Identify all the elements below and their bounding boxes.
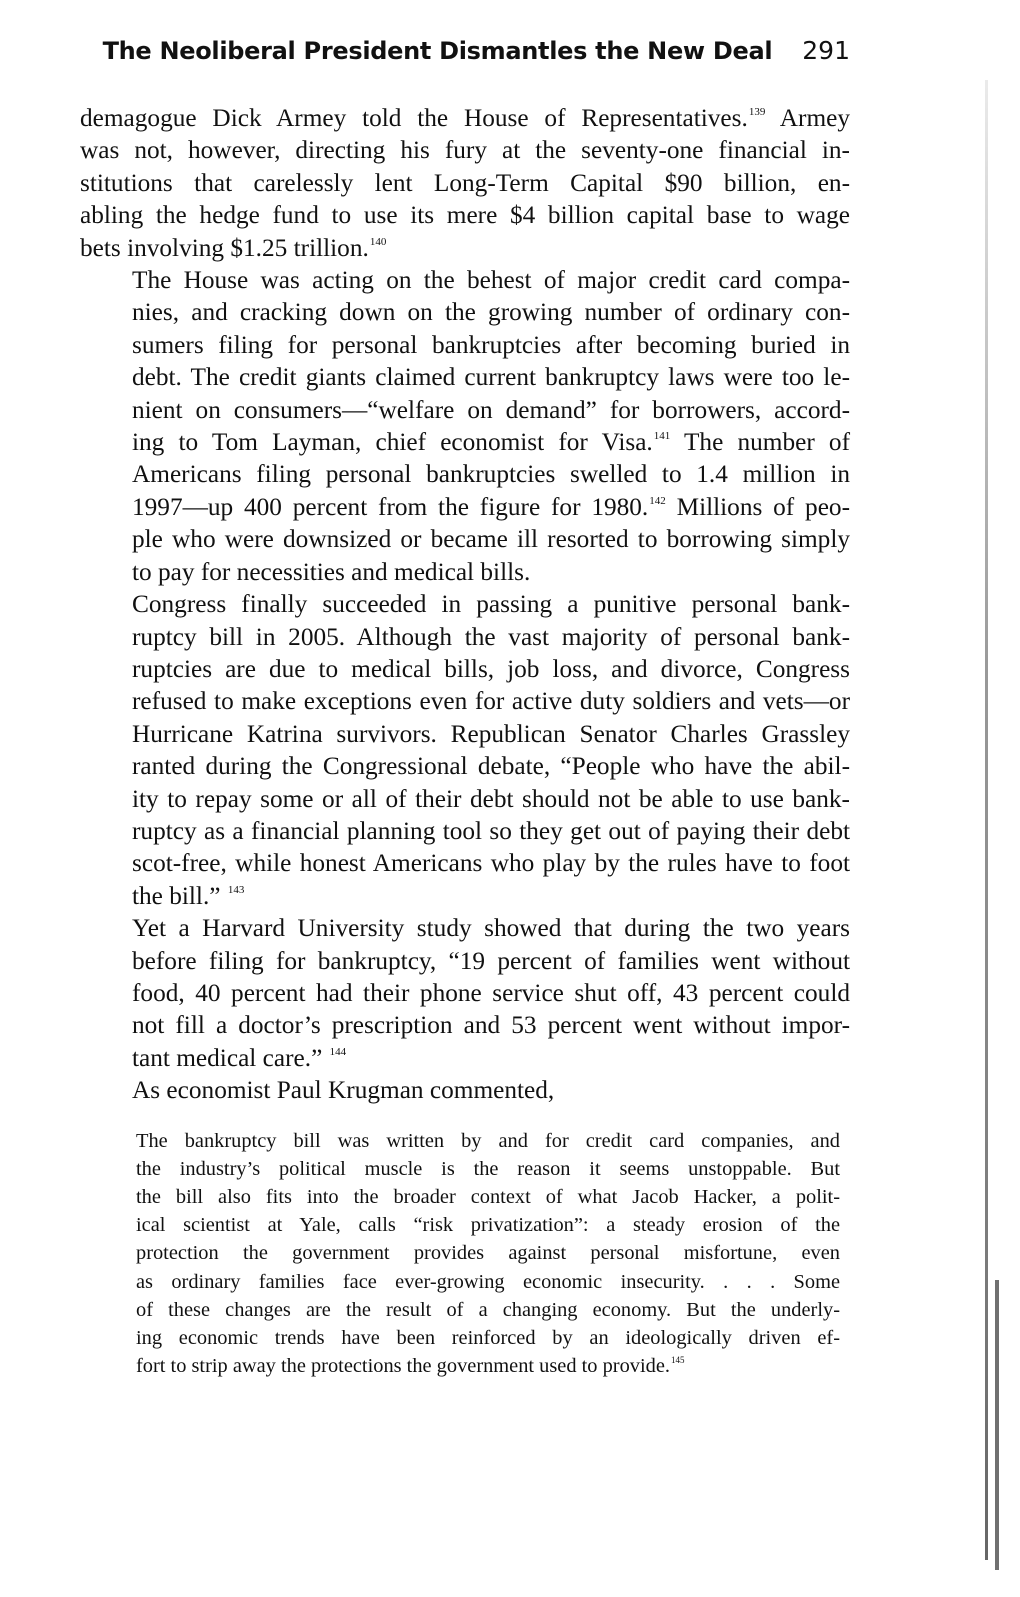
- text-line: demagogue Dick Armey told the House of Representatives.$^{139}$ Armey: [80, 104, 850, 132]
- running-header: [80, 36, 850, 65]
- body-text: [80, 102, 850, 1380]
- footnote-ref: 145: [671, 1355, 685, 1366]
- running-header-title: The Neoliberal President Dismantles the New Deal: [102, 37, 773, 65]
- text-line: nies, and cracking down on the growing number of ordinary con-: [132, 298, 850, 327]
- text-line: before filing for bankruptcy, “19 percent of families went without: [132, 946, 850, 975]
- paragraph-4: [80, 912, 850, 1074]
- text-line: tant medical care.” $^{144}$: [132, 1043, 347, 1072]
- paragraph-1: [80, 102, 850, 264]
- text-line: ruptcy bill in 2005. Although the vast majority of personal bank-: [132, 622, 850, 651]
- scan-edge-shadow: [985, 80, 988, 1560]
- text-line: was not, however, directing his fury at the seventy-one financial in-: [80, 136, 850, 165]
- text-line: ruptcies are due to medical bills, job loss, and divorce, Congress: [132, 654, 850, 683]
- text-line: abling the hedge fund to use its mere $4 billion capital base to wage: [80, 201, 850, 230]
- footnote-ref: 141: [653, 430, 671, 443]
- text-line: ity to repay some or all of their debt should not be able to use bank-: [132, 784, 850, 813]
- quote-line: as ordinary families face ever-growing economic insecurity. . . . Some: [136, 1270, 840, 1293]
- block-quote: [80, 1127, 850, 1381]
- text-line: bets involving $1.25 trillion.$^{140}$: [80, 233, 387, 262]
- quote-line: the industry’s political muscle is the reason it seems unstoppable. But: [136, 1157, 840, 1180]
- footnote-ref: 143: [227, 883, 245, 896]
- quote-line: protection the government provides against personal misfortune, even: [136, 1242, 840, 1265]
- footnote-ref: 142: [649, 494, 666, 507]
- quote-line: fort to strip away the protections the government used to provide.$^{145}$: [136, 1355, 685, 1378]
- text-line: the bill.” $^{143}$: [132, 881, 245, 910]
- text-line: ing to Tom Layman, chief economist for Visa.$^{141}$ The number of: [132, 428, 850, 457]
- text-line: The House was acting on the behest of major credit card compa-: [132, 266, 850, 295]
- quote-line: ical scientist at Yale, calls “risk privatization”: a steady erosion of the: [136, 1214, 840, 1237]
- text-line: Congress finally succeeded in passing a punitive personal bank-: [132, 590, 850, 619]
- text-line: food, 40 percent had their phone service shut off, 43 percent could: [132, 978, 850, 1007]
- text-line: Americans filing personal bankruptcies swelled to 1.4 million in: [132, 460, 850, 489]
- page-number: 291: [802, 36, 850, 65]
- footnote-ref: 144: [329, 1045, 347, 1058]
- text-line: stitutions that carelessly lent Long-Term Capital $90 billion, en-: [80, 168, 850, 197]
- text-line: As economist Paul Krugman commented,: [132, 1076, 555, 1105]
- text-line: debt. The credit giants claimed current bankruptcy laws were too le-: [132, 363, 850, 392]
- text-line: ranted during the Congressional debate, “People who have the abil-: [132, 752, 850, 781]
- paragraph-2: [80, 264, 850, 588]
- text-line: sumers filing for personal bankruptcies after becoming buried in: [132, 330, 850, 359]
- paragraph-3: [80, 588, 850, 912]
- text-line: Hurricane Katrina survivors. Republican Senator Charles Grassley: [132, 719, 850, 748]
- quote-line: of these changes are the result of a changing economy. But the underly-: [136, 1298, 840, 1321]
- quote-line: ing economic trends have been reinforced by an ideologically driven ef-: [136, 1327, 840, 1350]
- scan-edge-shadow: [995, 1280, 999, 1570]
- text-line: to pay for necessities and medical bills.: [132, 557, 531, 586]
- text-line: refused to make exceptions even for active duty soldiers and vets—or: [132, 687, 850, 716]
- text-line: not fill a doctor’s prescription and 53 percent went without impor-: [132, 1011, 850, 1040]
- text-line: ruptcy as a financial planning tool so they get out of paying their debt: [132, 816, 850, 845]
- text-line: ple who were downsized or became ill resorted to borrowing simply: [132, 525, 850, 554]
- footnote-ref: 140: [369, 235, 387, 248]
- footnote-ref: 139: [748, 106, 766, 118]
- quote-line: The bankruptcy bill was written by and for credit card companies, and: [136, 1129, 840, 1152]
- text-line: 1997—up 400 percent from the figure for 1980.$^{142}$ Millions of peo-: [132, 492, 850, 521]
- text-line: scot-free, while honest Americans who play by the rules have to foot: [132, 849, 850, 878]
- paragraph-5: [80, 1074, 850, 1106]
- text-line: nient on consumers—“welfare on demand” for borrowers, accord-: [132, 395, 850, 424]
- text-line: Yet a Harvard University study showed that during the two years: [132, 914, 850, 943]
- quote-line: the bill also fits into the broader context of what Jacob Hacker, a polit-: [136, 1186, 840, 1208]
